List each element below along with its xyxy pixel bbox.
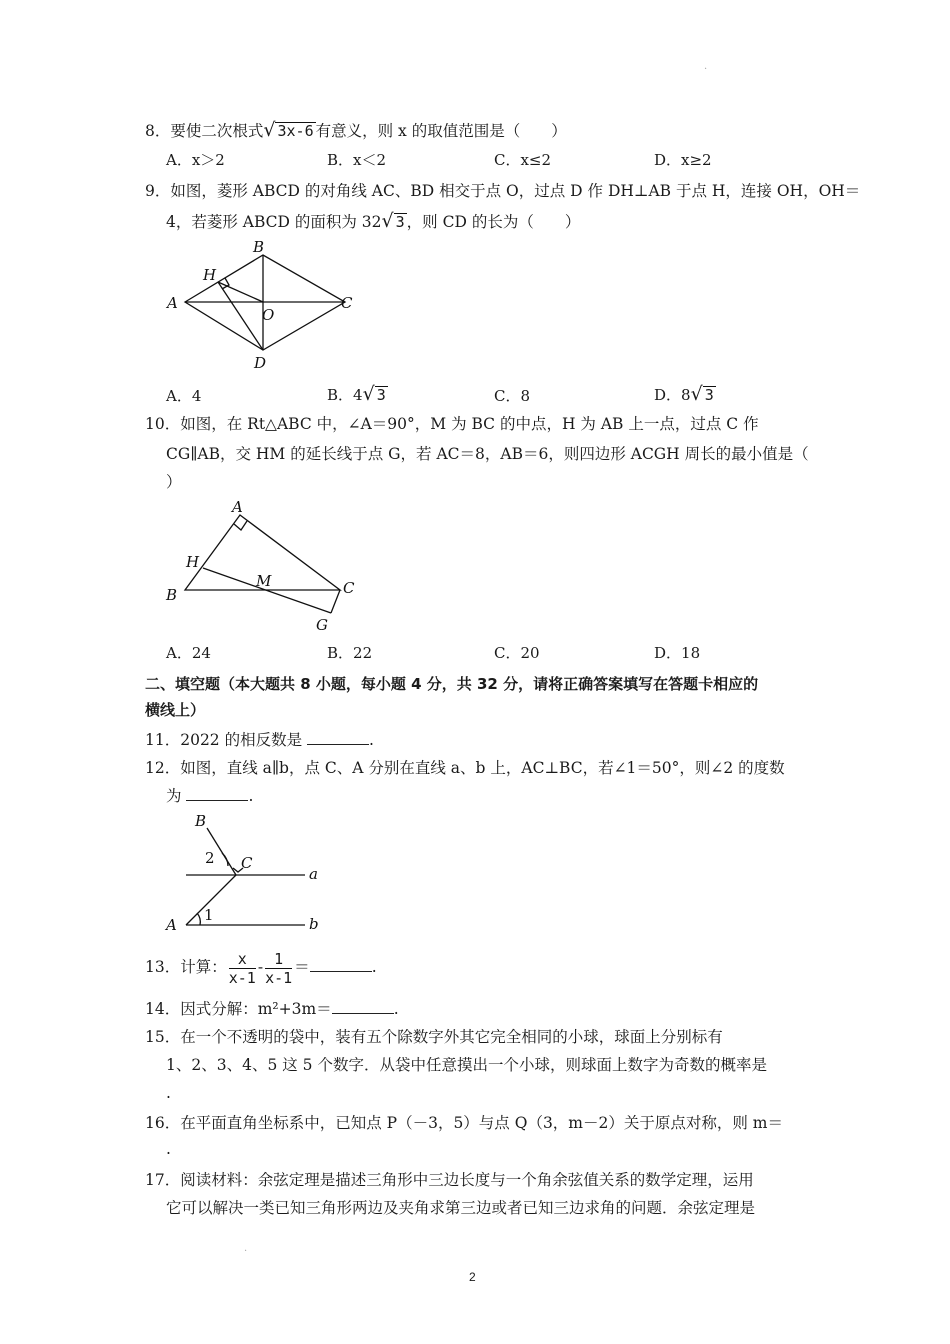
- q13-minus: -: [257, 958, 264, 976]
- q10-line1: 10．如图，在 Rt△ABC 中，∠A＝90°，M 为 BC 的中点，H 为 AB 上一点，过点 C 作: [145, 415, 759, 433]
- label-a: A: [167, 294, 178, 312]
- q10-option-b: B．22: [327, 644, 373, 662]
- q8-post: 有意义，则 x 的取值范围是（ ）: [315, 122, 567, 140]
- q9-line2-pre: 4，若菱形 ABCD 的面积为 32: [166, 213, 382, 231]
- scan-dot: ·: [244, 1246, 248, 1257]
- label-a-line: a: [309, 865, 318, 883]
- angle-1-arc: [197, 913, 200, 925]
- label-m: M: [256, 572, 272, 590]
- q10-line2: CG∥AB，交 HM 的延长线于点 G，若 AC＝8，AB＝6，则四边形 ACGH 周长的最小值是（: [166, 445, 809, 463]
- page-number: 2: [469, 1270, 476, 1284]
- q12-line1: 12．如图，直线 a∥b，点 C、A 分别在直线 a、b 上，AC⊥BC，若∠1＝50°，则∠2 的度数: [145, 759, 785, 777]
- q9-option-b-pre: B．4: [327, 386, 363, 404]
- q8-radicand: 3x-6: [277, 122, 314, 140]
- fraction-1-numerator: x: [229, 950, 256, 969]
- fraction-1-denominator: x-1: [228, 968, 256, 987]
- section2-heading-line2: 横线上）: [145, 701, 206, 719]
- scan-dot: ·: [704, 64, 708, 75]
- q12-line2-post: .: [248, 787, 254, 805]
- fraction-2: [265, 950, 292, 987]
- label-angle-1: 1: [204, 906, 214, 924]
- label-o: O: [262, 306, 275, 324]
- label-b: B: [253, 238, 265, 256]
- q15-line2: 1、2、3、4、5 这 5 个数字．从袋中任意摸出一个小球，则球面上数字为奇数的概率是: [166, 1056, 767, 1074]
- radical-sign-icon: √: [690, 383, 703, 405]
- q9-option-d-pre: D．8: [654, 386, 691, 404]
- label-a-point: A: [166, 916, 177, 934]
- q9-line2-radicand: 3: [395, 213, 405, 231]
- q10-option-d: D．18: [654, 644, 701, 662]
- label-b: B: [166, 586, 178, 604]
- q14-pre: 14．因式分解：m²+3m＝: [145, 1000, 332, 1018]
- section2-heading-line1: 二、填空题（本大题共 8 小题，每小题 4 分，共 32 分，请将正确答案填写在答题卡相应的: [145, 675, 759, 693]
- q8-option-d: D．x≥2: [654, 151, 712, 169]
- answer-blank: [332, 999, 394, 1014]
- label-h: H: [203, 266, 217, 284]
- label-c: C: [241, 854, 253, 872]
- q10-line3: ）: [166, 473, 182, 491]
- q14-post: .: [393, 1000, 399, 1018]
- q9-option-d-radicand: 3: [704, 386, 714, 404]
- q13: [145, 945, 377, 989]
- q9-option-a: A．4: [166, 387, 202, 405]
- label-a: A: [232, 498, 243, 516]
- q10-option-a: A．24: [166, 644, 211, 662]
- q17-line2: 它可以解决一类已知三角形两边及夹角求第三边或者已知三边求角的问题．余弦定理是: [166, 1199, 756, 1217]
- q13-equals: ＝: [294, 958, 310, 976]
- label-b: B: [195, 812, 207, 830]
- fraction-2-denominator: x-1: [265, 968, 293, 987]
- radical-sign-icon: √: [362, 383, 375, 405]
- q16-line1: 16．在平面直角坐标系中，已知点 P（－3，5）与点 Q（3，m－2）关于原点对称，则 m＝: [145, 1114, 783, 1132]
- q8-option-b: B．x＜2: [327, 151, 387, 169]
- label-h: H: [186, 553, 200, 571]
- q13-end: .: [371, 958, 377, 976]
- q11-pre: 11．2022 的相反数是: [145, 731, 303, 749]
- q15-line3: .: [166, 1084, 171, 1102]
- label-c: C: [343, 579, 355, 597]
- q13-pre: 13．计算：: [145, 958, 227, 976]
- fraction-1: [229, 950, 256, 987]
- radical-sign-icon: √: [381, 210, 394, 232]
- label-d: D: [254, 354, 267, 372]
- q12-line2-pre: 为: [166, 787, 182, 805]
- q10-option-c: C．20: [494, 644, 540, 662]
- q16-line2: .: [166, 1140, 171, 1158]
- q8-option-c: C．x≤2: [494, 151, 552, 169]
- q9-option-c: C．8: [494, 387, 531, 405]
- q15-line1: 15．在一个不透明的袋中，装有五个除数字外其它完全相同的小球，球面上分别标有: [145, 1028, 723, 1046]
- label-b-line: b: [309, 915, 319, 933]
- q8-option-a: A．x＞2: [166, 151, 225, 169]
- radical-sign-icon: √: [263, 119, 276, 141]
- q9-line2-post: ，则 CD 的长为（ ）: [406, 213, 581, 231]
- label-c: C: [341, 294, 353, 312]
- label-angle-2: 2: [205, 849, 215, 867]
- q9-option-b-radicand: 3: [376, 386, 386, 404]
- q14: [145, 999, 399, 1019]
- answer-blank: [310, 957, 372, 972]
- q11-post: .: [369, 731, 374, 749]
- label-g: G: [316, 616, 328, 634]
- q8-pre: 8．要使二次根式: [145, 122, 264, 140]
- q17-line1: 17．阅读材料：余弦定理是描述三角形中三边长度与一个角余弦值关系的数学定理，运用: [145, 1171, 754, 1189]
- fraction-2-numerator: 1: [265, 950, 292, 969]
- q9-line1: 9．如图，菱形 ABCD 的对角线 AC、BD 相交于点 O，过点 D 作 DH⊥AB 于点 H，连接 OH，OH＝: [145, 182, 861, 200]
